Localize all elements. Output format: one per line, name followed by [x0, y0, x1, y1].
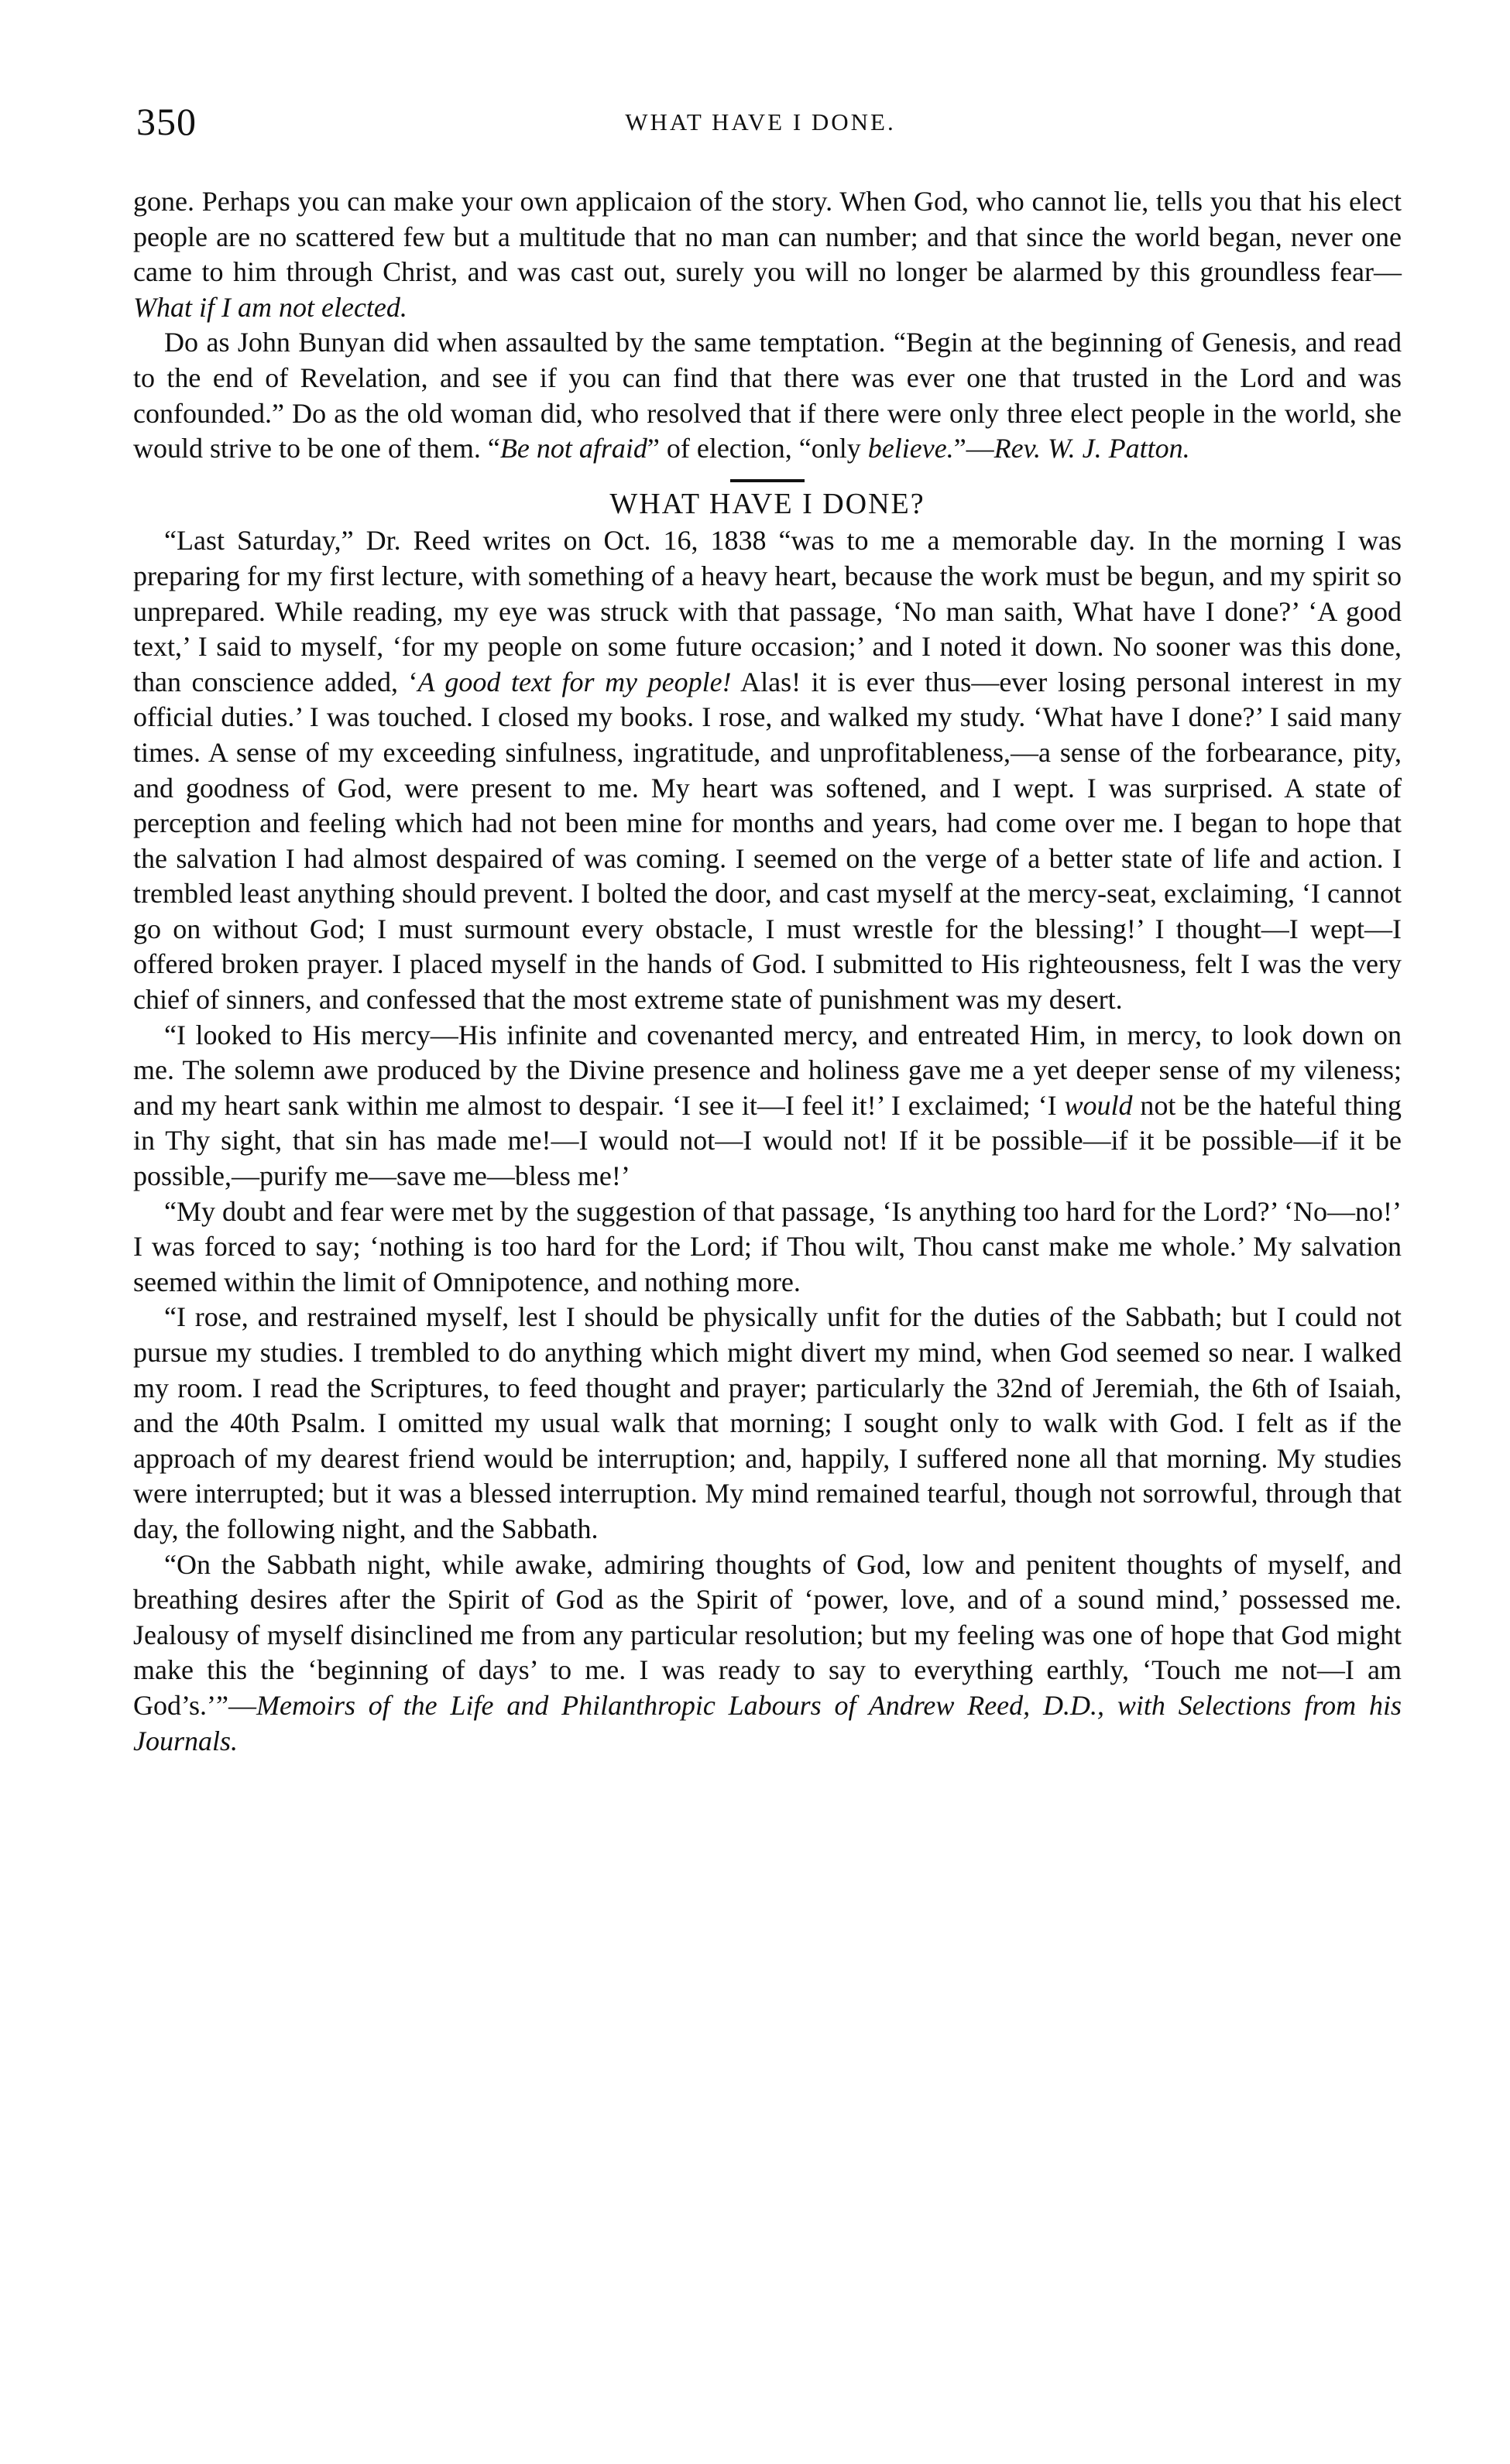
citation: Memoirs of the Life and Philanthropic Labours of Andrew Reed, D.D., with Selections from his Journals. [133, 1689, 1402, 1756]
paragraph [133, 523, 1402, 1017]
paragraph-text: ”— [953, 433, 994, 464]
page-body [133, 184, 1402, 1759]
paragraph: “My doubt and fear were met by the suggestion of that passage, ‘Is anything too hard for the Lord?’ ‘No—no!’ I was forced to say; ‘nothing is too hard for the Lord; if Thou wilt, Thou canst make me whole.’ My salvation seemed within the limit of Omnipotence, and nothing more. [133, 1195, 1402, 1297]
italic-phrase: A good text for my people! [417, 666, 732, 697]
paragraph-text: gone. Perhaps you can make your own applicaion of the story. When God, who cannot lie, tells you that his elect people are no scattered few but a multitude that no man can number; and that since the world began, never one came to him through Christ, and was cast out, surely you will no longer be alarmed by this groundless fear— [133, 186, 1402, 288]
paragraph [133, 325, 1402, 466]
section-title: WHAT HAVE I DONE? [609, 487, 925, 520]
paragraph [133, 184, 1402, 325]
paragraph-text: “On the Sabbath night, while awake, admiring thoughts of God, low and penitent thoughts of myself, and breathing desires after the Spirit of God as the Spirit of ‘power, love, and of a sound mind,’ possessed me. Jealousy of myself disinclined me from any particular resolution; but my feeling was one of hope that God might make this the ‘beginning of days’ to me. I was ready to say to everything earthly, ‘Touch me not—I am God’s.’”— [133, 1548, 1402, 1721]
italic-phrase: believe. [867, 433, 954, 464]
paragraph-text: ” of election, “only [647, 433, 868, 464]
paragraph [133, 1018, 1402, 1194]
paragraph-text: “I looked to His mercy—His infinite and covenanted mercy, and entreated Him, in mercy, to look down on me. The solemn awe produced by the Divine presence and holiness gave me a yet deeper sense of my vileness; and my heart sank within me almost to despair. ‘I see it—I feel it!’ I exclaimed; ‘I [133, 1019, 1402, 1121]
running-head: WHAT HAVE I DONE. [625, 108, 896, 135]
paragraph [133, 1547, 1402, 1760]
italic-phrase: would [1064, 1089, 1133, 1121]
paragraph-text: Alas! it is ever thus—ever losing personal interest in my official duties.’ I was touched. I closed my books. I rose, and walked my study. ‘What have I done?’ I said many times. A sense of my exceeding sinfulness, ingratitude, and unprofitableness,—a sense of the forbearance, pity, and goodness of God, were present to me. My heart was softened, and I wept. I was surprised. A state of perception and feeling which had not been mine for months and years, had come over me. I began to hope that the salvation I had almost despaired of was coming. I seemed on the verge of a better state of life and action. I trembled least anything should prevent. I bolted the door, and cast myself at the mercy-seat, exclaiming, ‘I cannot go on without God; I must surmount every obstacle, I must wrestle for the blessing!’ I thought—I wept—I offered broken prayer. I placed myself in the hands of God. I submitted to His righteousness, felt I was the very chief of sinners, and confessed that the most extreme state of punishment was my desert. [133, 666, 1402, 1016]
section-divider [730, 479, 805, 482]
paragraph: “I rose, and restrained myself, lest I should be physically unfit for the duties of the Sabbath; but I could not pursue my studies. I trembled to do anything which might divert my mind, when God seemed so near. I walked my room. I read the Scriptures, to feed thought and prayer; particularly the 32nd of Jeremiah, the 6th of Isaiah, and the 40th Psalm. I omitted my usual walk that morning; I sought only to walk with God. I felt as if the approach of my dearest friend would be interruption; and, happily, I suffered none all that morning. My studies were interrupted; but it was a blessed interruption. My mind remained tearful, though not sorrowful, through that day, the following night, and the Sabbath. [133, 1301, 1402, 1544]
attribution: Rev. W. J. Patton. [994, 433, 1190, 464]
paragraph-text: “Last Saturday,” Dr. Reed writes on Oct. 16, 1838 “was to me a memorable day. In the morning I was preparing for my first lecture, with something of a heavy heart, because the work must be begun, and my spirit so unprepared. While reading, my eye was struck with that passage, ‘No man saith, What have I done?’ ‘A good text,’ I said to myself, ‘for my people on some future occasion;’ and I noted it down. No sooner was this done, than conscience added, ‘ [133, 525, 1402, 697]
italic-phrase: Be not afraid [499, 433, 647, 464]
page-number: 350 [136, 100, 197, 143]
paragraph-text: not be the hateful thing in Thy sight, that sin has made me!—I would not—I would not! If it be possible—if it be possible—if it be possible,—purify me—save me—bless me!’ [133, 1089, 1402, 1192]
italic-phrase: What if I am not elected. [133, 291, 407, 323]
paragraph-text: Do as John Bunyan did when assaulted by the same temptation. “Begin at the beginning of Genesis, and read to the end of Revelation, and see if you can find that there was ever one that trusted in the Lord and was confounded.” Do as the old woman did, who resolved that if there were only three elect people in the world, she would strive to be one of them. “ [133, 327, 1402, 464]
page-header [116, 99, 1405, 146]
